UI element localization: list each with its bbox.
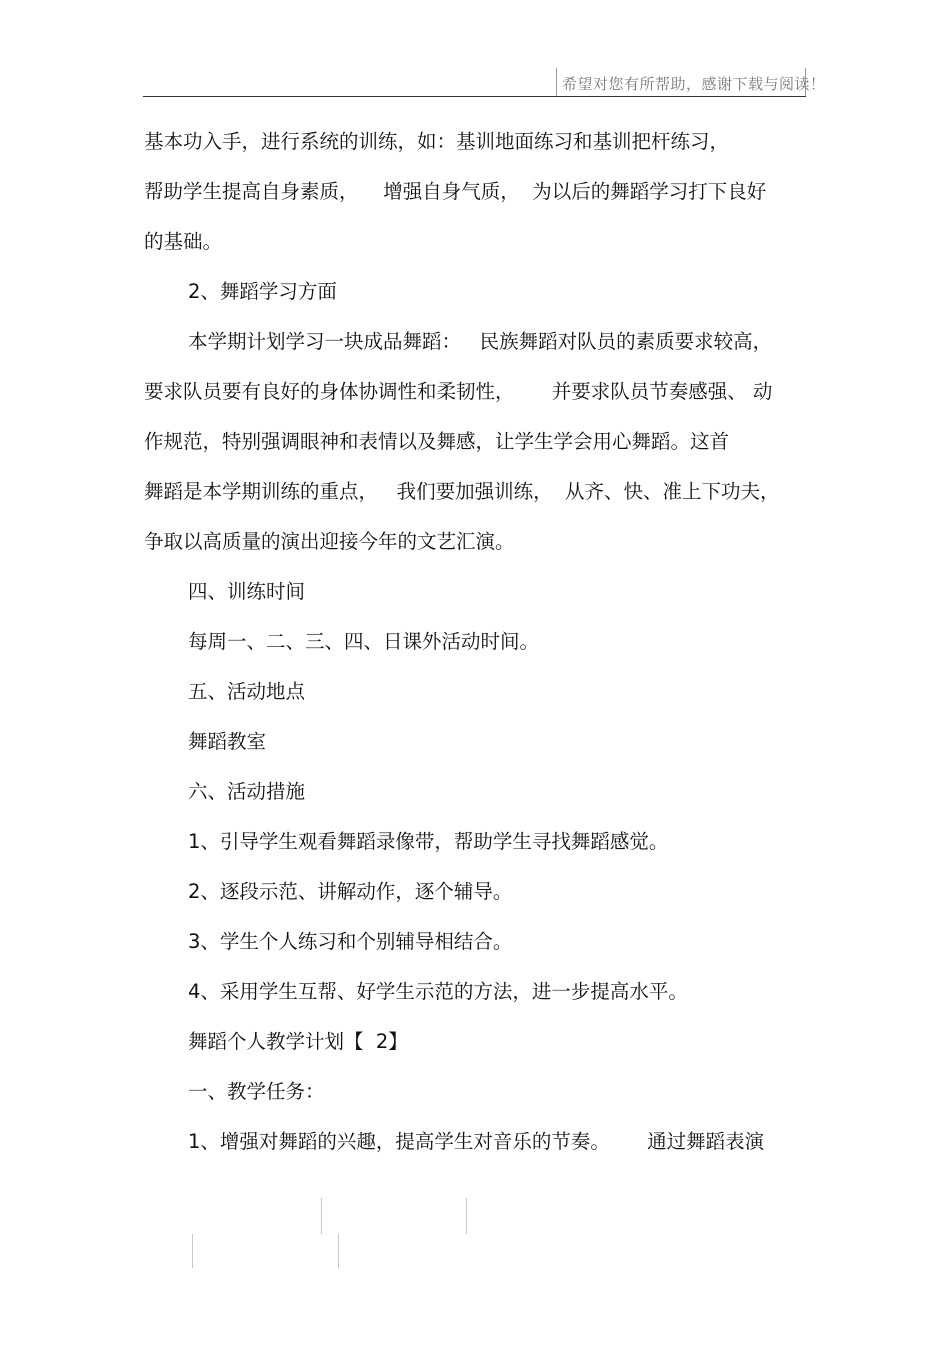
body-line: 每周一、二、三、四、日课外活动时间。 <box>188 630 540 653</box>
scan-artifact-mark <box>466 1198 467 1234</box>
list-item: 3、学生个人练习和个别辅导相结合。 <box>188 930 513 953</box>
body-line: 舞蹈教室 <box>188 730 267 753</box>
section-heading: 一、教学任务： <box>188 1080 325 1103</box>
scan-artifact-mark <box>192 1234 193 1268</box>
list-item: 1、引导学生观看舞蹈录像带，帮助学生寻找舞蹈感觉。 <box>188 830 669 853</box>
body-line: 作规范，特别强调眼神和表情以及舞感，让学生学会用心舞蹈。这首 <box>144 430 730 453</box>
header-rule <box>143 96 806 97</box>
document-subtitle: 舞蹈个人教学计划【 2】 <box>188 1030 408 1053</box>
scan-artifact-mark <box>321 1198 322 1234</box>
body-line: 的基础。 <box>144 230 223 253</box>
body-line: 帮助学生提高自身素质， 增强自身气质， 为以后的舞蹈学习打下良好 <box>144 180 767 203</box>
body-line: 本学期计划学习一块成品舞蹈： 民族舞蹈对队员的素质要求较高， <box>188 330 773 353</box>
list-item: 2、逐段示范、讲解动作，逐个辅导。 <box>188 880 513 903</box>
body-line: 争取以高质量的演出迎接今年的文艺汇演。 <box>144 530 515 553</box>
section-heading: 五、活动地点 <box>188 680 306 703</box>
section-heading: 六、活动措施 <box>188 780 306 803</box>
header-watermark: 希望对您有所帮助，感谢下载与阅读！ <box>562 75 826 93</box>
list-item: 4、采用学生互帮、好学生示范的方法，进一步提高水平。 <box>188 980 688 1003</box>
list-item: 1、增强对舞蹈的兴趣，提高学生对音乐的节奏。 通过舞蹈表演 <box>188 1130 765 1153</box>
body-line: 基本功入手，进行系统的训练，如：基训地面练习和基训把杆练习， <box>144 130 730 153</box>
section-heading: 四、训练时间 <box>188 580 306 603</box>
section-heading: 2、舞蹈学习方面 <box>188 280 337 303</box>
body-line: 舞蹈是本学期训练的重点， 我们要加强训练， 从齐、快、准上下功夫， <box>144 480 780 503</box>
body-line: 要求队员要有良好的身体协调性和柔韧性， 并要求队员节奏感强、 动 <box>144 380 773 403</box>
scan-artifact-mark <box>338 1234 339 1268</box>
